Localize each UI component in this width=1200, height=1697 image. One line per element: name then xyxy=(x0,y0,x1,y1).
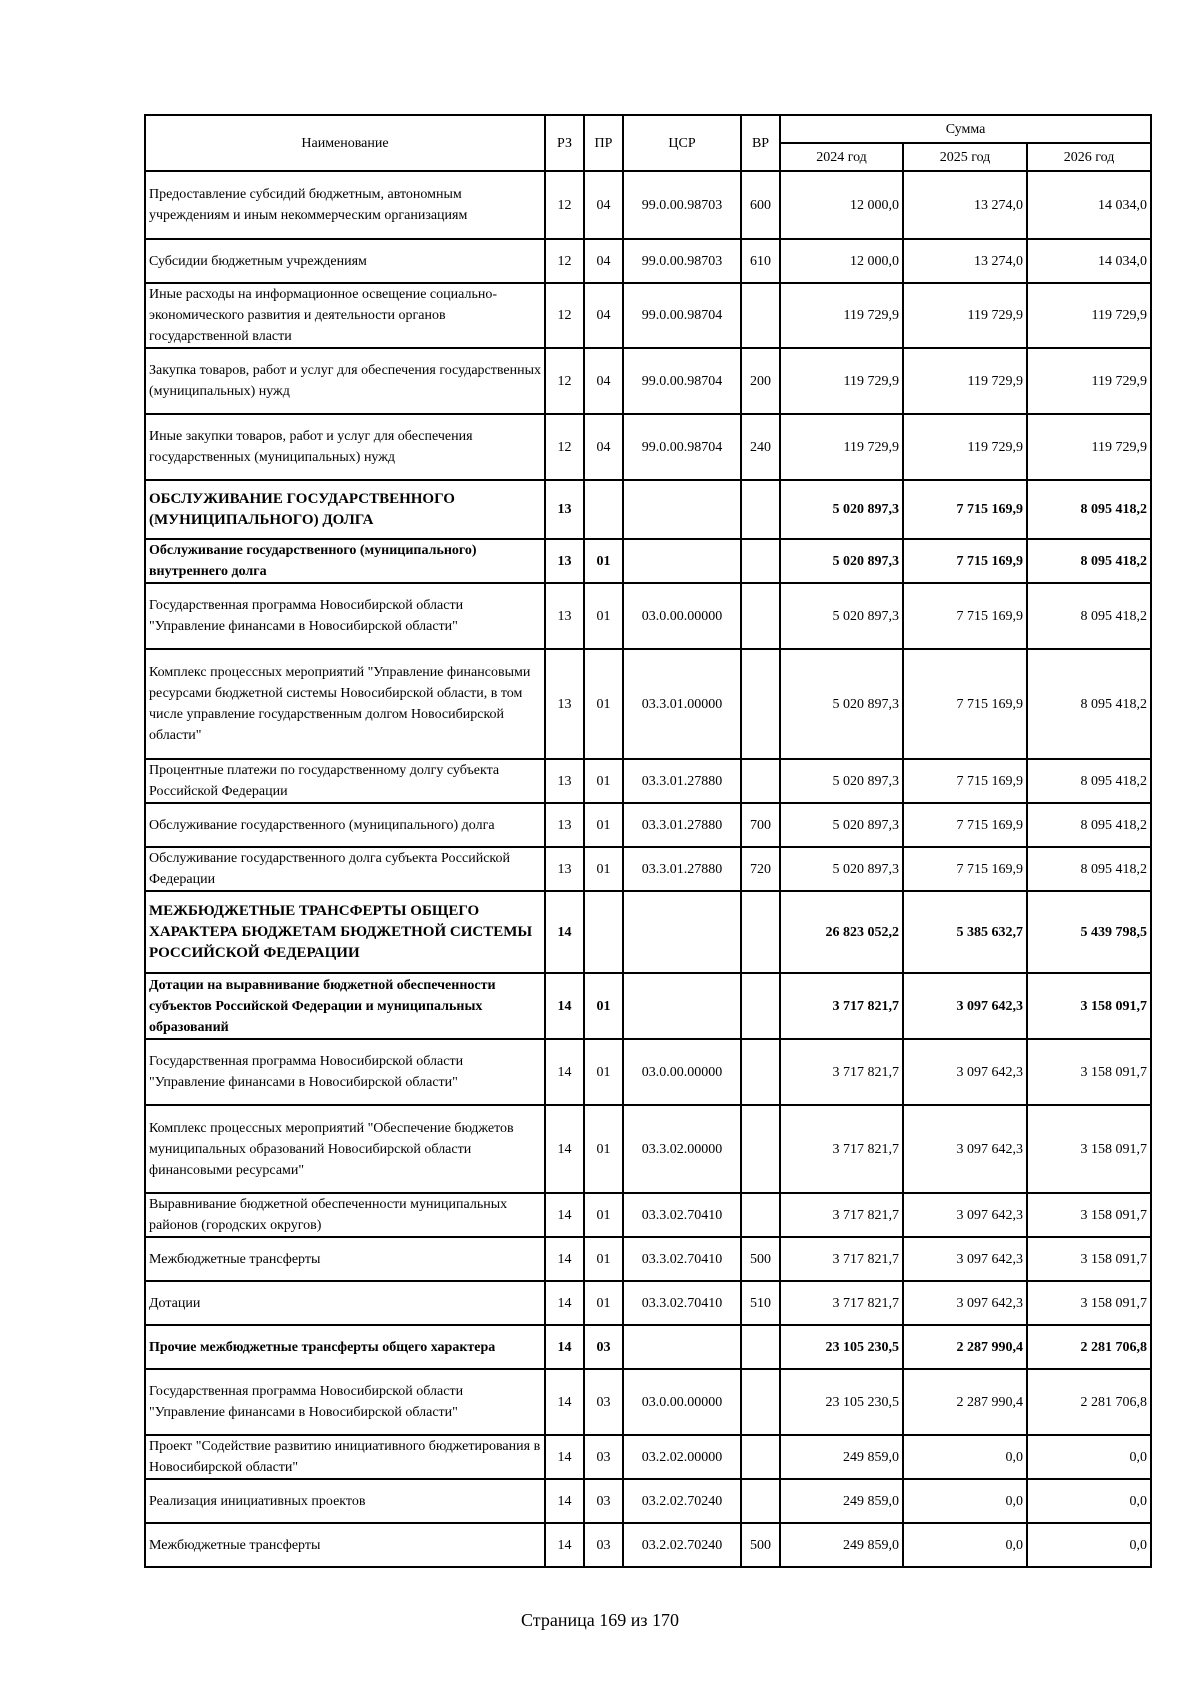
cell-rz: 12 xyxy=(545,239,584,283)
cell-vr xyxy=(741,759,780,803)
cell-pr: 01 xyxy=(584,1193,623,1237)
header-2026: 2026 год xyxy=(1027,143,1151,171)
table-row xyxy=(145,539,1151,583)
cell-vr xyxy=(741,1479,780,1523)
cell-vr xyxy=(741,649,780,759)
cell-2025: 3 097 642,3 xyxy=(903,973,1027,1039)
cell-csr: 03.0.00.00000 xyxy=(623,583,741,649)
cell-2024: 3 717 821,7 xyxy=(780,1281,903,1325)
cell-csr: 03.3.02.70410 xyxy=(623,1281,741,1325)
cell-2024: 5 020 897,3 xyxy=(780,539,903,583)
cell-vr xyxy=(741,1369,780,1435)
cell-pr: 01 xyxy=(584,1281,623,1325)
cell-vr xyxy=(741,1105,780,1193)
cell-2026: 3 158 091,7 xyxy=(1027,973,1151,1039)
cell-name: Выравнивание бюджетной обеспеченности муниципальных районов (городских округов) xyxy=(145,1193,545,1237)
cell-2024: 12 000,0 xyxy=(780,239,903,283)
cell-rz: 12 xyxy=(545,283,584,348)
cell-2025: 2 287 990,4 xyxy=(903,1325,1027,1369)
cell-name: Межбюджетные трансферты xyxy=(145,1523,545,1567)
cell-pr: 01 xyxy=(584,539,623,583)
table-row xyxy=(145,973,1151,1039)
cell-csr: 03.0.00.00000 xyxy=(623,1369,741,1435)
cell-2025: 119 729,9 xyxy=(903,414,1027,480)
cell-vr: 720 xyxy=(741,847,780,891)
cell-name: Обслуживание государственного долга субъекта Российской Федерации xyxy=(145,847,545,891)
cell-2024: 249 859,0 xyxy=(780,1435,903,1479)
cell-2025: 7 715 169,9 xyxy=(903,539,1027,583)
cell-2026: 8 095 418,2 xyxy=(1027,803,1151,847)
cell-vr xyxy=(741,539,780,583)
cell-2025: 5 385 632,7 xyxy=(903,891,1027,973)
cell-pr: 01 xyxy=(584,973,623,1039)
table-row xyxy=(145,1523,1151,1567)
cell-csr: 03.0.00.00000 xyxy=(623,1039,741,1105)
cell-2024: 3 717 821,7 xyxy=(780,1039,903,1105)
cell-vr xyxy=(741,1435,780,1479)
cell-2026: 3 158 091,7 xyxy=(1027,1193,1151,1237)
cell-rz: 13 xyxy=(545,539,584,583)
cell-name: Иные закупки товаров, работ и услуг для обеспечения государственных (муниципальных) нужд xyxy=(145,414,545,480)
cell-vr: 700 xyxy=(741,803,780,847)
cell-2026: 0,0 xyxy=(1027,1479,1151,1523)
table-row xyxy=(145,1105,1151,1193)
cell-2025: 119 729,9 xyxy=(903,283,1027,348)
cell-name: Государственная программа Новосибирской области "Управление финансами в Новосибирской области" xyxy=(145,1039,545,1105)
cell-name: ОБСЛУЖИВАНИЕ ГОСУДАРСТВЕННОГО (МУНИЦИПАЛЬНОГО) ДОЛГА xyxy=(145,480,545,539)
cell-csr: 03.3.01.27880 xyxy=(623,803,741,847)
cell-rz: 13 xyxy=(545,583,584,649)
cell-name: Предоставление субсидий бюджетным, автономным учреждениям и иным некоммерческим организациям xyxy=(145,171,545,239)
cell-2025: 3 097 642,3 xyxy=(903,1039,1027,1105)
cell-2026: 8 095 418,2 xyxy=(1027,539,1151,583)
cell-2024: 5 020 897,3 xyxy=(780,480,903,539)
cell-pr: 04 xyxy=(584,414,623,480)
cell-pr: 04 xyxy=(584,283,623,348)
cell-pr: 04 xyxy=(584,239,623,283)
cell-vr xyxy=(741,480,780,539)
cell-name: Реализация инициативных проектов xyxy=(145,1479,545,1523)
cell-vr: 240 xyxy=(741,414,780,480)
cell-csr: 03.2.02.70240 xyxy=(623,1479,741,1523)
cell-2024: 119 729,9 xyxy=(780,348,903,414)
cell-2024: 3 717 821,7 xyxy=(780,1237,903,1281)
header-2025: 2025 год xyxy=(903,143,1027,171)
cell-pr: 03 xyxy=(584,1325,623,1369)
cell-2025: 13 274,0 xyxy=(903,239,1027,283)
header-2024: 2024 год xyxy=(780,143,903,171)
cell-name: Иные расходы на информационное освещение социально-экономического развития и деятельности органов государственной власти xyxy=(145,283,545,348)
cell-name: Процентные платежи по государственному долгу субъекта Российской Федерации xyxy=(145,759,545,803)
cell-csr xyxy=(623,480,741,539)
cell-pr: 01 xyxy=(584,847,623,891)
cell-vr: 500 xyxy=(741,1523,780,1567)
cell-2024: 119 729,9 xyxy=(780,414,903,480)
cell-rz: 12 xyxy=(545,414,584,480)
cell-pr: 01 xyxy=(584,759,623,803)
cell-name: Субсидии бюджетным учреждениям xyxy=(145,239,545,283)
cell-name: Межбюджетные трансферты xyxy=(145,1237,545,1281)
cell-vr: 200 xyxy=(741,348,780,414)
cell-2026: 14 034,0 xyxy=(1027,239,1151,283)
cell-rz: 14 xyxy=(545,1039,584,1105)
cell-pr xyxy=(584,480,623,539)
table-row xyxy=(145,1193,1151,1237)
cell-vr: 510 xyxy=(741,1281,780,1325)
cell-2024: 3 717 821,7 xyxy=(780,973,903,1039)
cell-2024: 23 105 230,5 xyxy=(780,1325,903,1369)
cell-2026: 8 095 418,2 xyxy=(1027,649,1151,759)
cell-name: Обслуживание государственного (муниципального) долга xyxy=(145,803,545,847)
table-row xyxy=(145,649,1151,759)
cell-2025: 0,0 xyxy=(903,1479,1027,1523)
cell-2026: 8 095 418,2 xyxy=(1027,583,1151,649)
cell-rz: 13 xyxy=(545,759,584,803)
cell-2025: 3 097 642,3 xyxy=(903,1237,1027,1281)
cell-2024: 249 859,0 xyxy=(780,1523,903,1567)
page-number: Страница 169 из 170 xyxy=(521,1610,679,1630)
cell-2024: 5 020 897,3 xyxy=(780,803,903,847)
cell-2025: 3 097 642,3 xyxy=(903,1105,1027,1193)
table-body xyxy=(145,171,1151,1567)
table-row xyxy=(145,1325,1151,1369)
cell-name: Государственная программа Новосибирской области "Управление финансами в Новосибирской области" xyxy=(145,1369,545,1435)
cell-pr: 01 xyxy=(584,1237,623,1281)
cell-vr xyxy=(741,1325,780,1369)
cell-pr: 03 xyxy=(584,1435,623,1479)
cell-pr: 03 xyxy=(584,1523,623,1567)
cell-csr: 03.3.01.27880 xyxy=(623,759,741,803)
cell-2025: 7 715 169,9 xyxy=(903,759,1027,803)
cell-2025: 3 097 642,3 xyxy=(903,1281,1027,1325)
table-row xyxy=(145,1369,1151,1435)
cell-csr: 99.0.00.98704 xyxy=(623,414,741,480)
cell-2024: 5 020 897,3 xyxy=(780,847,903,891)
cell-csr: 03.2.02.70240 xyxy=(623,1523,741,1567)
cell-2026: 2 281 706,8 xyxy=(1027,1369,1151,1435)
cell-name: Дотации на выравнивание бюджетной обеспеченности субъектов Российской Федерации и муниципальных образований xyxy=(145,973,545,1039)
cell-vr xyxy=(741,1039,780,1105)
cell-vr: 610 xyxy=(741,239,780,283)
cell-2024: 26 823 052,2 xyxy=(780,891,903,973)
cell-2026: 0,0 xyxy=(1027,1435,1151,1479)
cell-pr: 01 xyxy=(584,1039,623,1105)
cell-csr: 99.0.00.98703 xyxy=(623,171,741,239)
cell-2026: 3 158 091,7 xyxy=(1027,1039,1151,1105)
table-row xyxy=(145,1237,1151,1281)
cell-pr: 03 xyxy=(584,1479,623,1523)
cell-rz: 14 xyxy=(545,1435,584,1479)
cell-rz: 13 xyxy=(545,803,584,847)
cell-2024: 5 020 897,3 xyxy=(780,759,903,803)
cell-pr xyxy=(584,891,623,973)
cell-rz: 14 xyxy=(545,1479,584,1523)
cell-csr: 03.3.02.00000 xyxy=(623,1105,741,1193)
cell-2025: 0,0 xyxy=(903,1435,1027,1479)
cell-2024: 12 000,0 xyxy=(780,171,903,239)
cell-rz: 14 xyxy=(545,1193,584,1237)
cell-rz: 14 xyxy=(545,973,584,1039)
cell-name: Прочие межбюджетные трансферты общего характера xyxy=(145,1325,545,1369)
table-row xyxy=(145,1435,1151,1479)
cell-2025: 3 097 642,3 xyxy=(903,1193,1027,1237)
cell-rz: 14 xyxy=(545,1325,584,1369)
table-row xyxy=(145,480,1151,539)
cell-rz: 13 xyxy=(545,847,584,891)
cell-rz: 14 xyxy=(545,1523,584,1567)
table-row xyxy=(145,803,1151,847)
cell-csr: 03.2.02.00000 xyxy=(623,1435,741,1479)
cell-vr: 600 xyxy=(741,171,780,239)
cell-2026: 14 034,0 xyxy=(1027,171,1151,239)
table-row xyxy=(145,414,1151,480)
cell-2026: 8 095 418,2 xyxy=(1027,847,1151,891)
cell-pr: 03 xyxy=(584,1369,623,1435)
budget-table xyxy=(144,114,1152,1568)
cell-pr: 01 xyxy=(584,649,623,759)
cell-csr: 99.0.00.98704 xyxy=(623,283,741,348)
cell-pr: 04 xyxy=(584,348,623,414)
table-row xyxy=(145,759,1151,803)
table-row xyxy=(145,847,1151,891)
cell-rz: 12 xyxy=(545,171,584,239)
cell-2026: 8 095 418,2 xyxy=(1027,480,1151,539)
cell-2025: 7 715 169,9 xyxy=(903,583,1027,649)
cell-name: Закупка товаров, работ и услуг для обеспечения государственных (муниципальных) нужд xyxy=(145,348,545,414)
cell-vr xyxy=(741,283,780,348)
cell-2025: 7 715 169,9 xyxy=(903,847,1027,891)
cell-2024: 3 717 821,7 xyxy=(780,1193,903,1237)
table-row xyxy=(145,283,1151,348)
cell-2025: 13 274,0 xyxy=(903,171,1027,239)
cell-csr xyxy=(623,1325,741,1369)
cell-name: Дотации xyxy=(145,1281,545,1325)
cell-2026: 119 729,9 xyxy=(1027,414,1151,480)
cell-pr: 04 xyxy=(584,171,623,239)
table-row xyxy=(145,583,1151,649)
cell-name: Комплекс процессных мероприятий "Управление финансовыми ресурсами бюджетной системы Новосибирской области, в том числе управление государственным долгом Новосибирской области" xyxy=(145,649,545,759)
cell-rz: 14 xyxy=(545,1369,584,1435)
table-row xyxy=(145,239,1151,283)
cell-csr: 03.3.01.00000 xyxy=(623,649,741,759)
cell-2025: 119 729,9 xyxy=(903,348,1027,414)
cell-2026: 3 158 091,7 xyxy=(1027,1237,1151,1281)
cell-rz: 14 xyxy=(545,891,584,973)
cell-name: МЕЖБЮДЖЕТНЫЕ ТРАНСФЕРТЫ ОБЩЕГО ХАРАКТЕРА БЮДЖЕТАМ БЮДЖЕТНОЙ СИСТЕМЫ РОССИЙСКОЙ ФЕДЕРАЦИИ xyxy=(145,891,545,973)
cell-csr xyxy=(623,973,741,1039)
cell-vr xyxy=(741,1193,780,1237)
cell-2026: 5 439 798,5 xyxy=(1027,891,1151,973)
cell-vr: 500 xyxy=(741,1237,780,1281)
table-row xyxy=(145,1479,1151,1523)
cell-rz: 14 xyxy=(545,1281,584,1325)
cell-2024: 5 020 897,3 xyxy=(780,649,903,759)
cell-rz: 14 xyxy=(545,1105,584,1193)
cell-name: Государственная программа Новосибирской области "Управление финансами в Новосибирской области" xyxy=(145,583,545,649)
cell-pr: 01 xyxy=(584,583,623,649)
cell-csr: 99.0.00.98704 xyxy=(623,348,741,414)
cell-name: Обслуживание государственного (муниципального) внутреннего долга xyxy=(145,539,545,583)
cell-2025: 7 715 169,9 xyxy=(903,480,1027,539)
header-sum: Сумма xyxy=(780,115,1151,143)
cell-vr xyxy=(741,973,780,1039)
cell-2024: 119 729,9 xyxy=(780,283,903,348)
cell-csr: 99.0.00.98703 xyxy=(623,239,741,283)
cell-pr: 01 xyxy=(584,803,623,847)
cell-2024: 5 020 897,3 xyxy=(780,583,903,649)
cell-csr: 03.3.02.70410 xyxy=(623,1193,741,1237)
cell-csr: 03.3.01.27880 xyxy=(623,847,741,891)
table-row xyxy=(145,1039,1151,1105)
header-name: Наименование xyxy=(145,115,545,171)
cell-vr xyxy=(741,891,780,973)
cell-csr xyxy=(623,539,741,583)
cell-name: Комплекс процессных мероприятий "Обеспечение бюджетов муниципальных образований Новосибирской области финансовыми ресурсами" xyxy=(145,1105,545,1193)
table-row xyxy=(145,171,1151,239)
header-rz: РЗ xyxy=(545,115,584,171)
cell-rz: 14 xyxy=(545,1237,584,1281)
cell-name: Проект "Содействие развитию инициативного бюджетирования в Новосибирской области" xyxy=(145,1435,545,1479)
cell-2026: 8 095 418,2 xyxy=(1027,759,1151,803)
table-row xyxy=(145,348,1151,414)
cell-2026: 3 158 091,7 xyxy=(1027,1105,1151,1193)
cell-2026: 2 281 706,8 xyxy=(1027,1325,1151,1369)
cell-2025: 7 715 169,9 xyxy=(903,803,1027,847)
cell-vr xyxy=(741,583,780,649)
cell-2024: 23 105 230,5 xyxy=(780,1369,903,1435)
cell-pr: 01 xyxy=(584,1105,623,1193)
cell-2024: 3 717 821,7 xyxy=(780,1105,903,1193)
cell-2026: 119 729,9 xyxy=(1027,283,1151,348)
cell-2026: 119 729,9 xyxy=(1027,348,1151,414)
cell-2025: 7 715 169,9 xyxy=(903,649,1027,759)
cell-rz: 13 xyxy=(545,480,584,539)
cell-csr xyxy=(623,891,741,973)
cell-2025: 2 287 990,4 xyxy=(903,1369,1027,1435)
header-pr: ПР xyxy=(584,115,623,171)
cell-rz: 13 xyxy=(545,649,584,759)
table-header xyxy=(145,115,1151,171)
header-vr: ВР xyxy=(741,115,780,171)
table-row xyxy=(145,891,1151,973)
cell-2025: 0,0 xyxy=(903,1523,1027,1567)
cell-csr: 03.3.02.70410 xyxy=(623,1237,741,1281)
cell-rz: 12 xyxy=(545,348,584,414)
table-row xyxy=(145,1281,1151,1325)
cell-2026: 0,0 xyxy=(1027,1523,1151,1567)
header-csr: ЦСР xyxy=(623,115,741,171)
cell-2026: 3 158 091,7 xyxy=(1027,1281,1151,1325)
cell-2024: 249 859,0 xyxy=(780,1479,903,1523)
